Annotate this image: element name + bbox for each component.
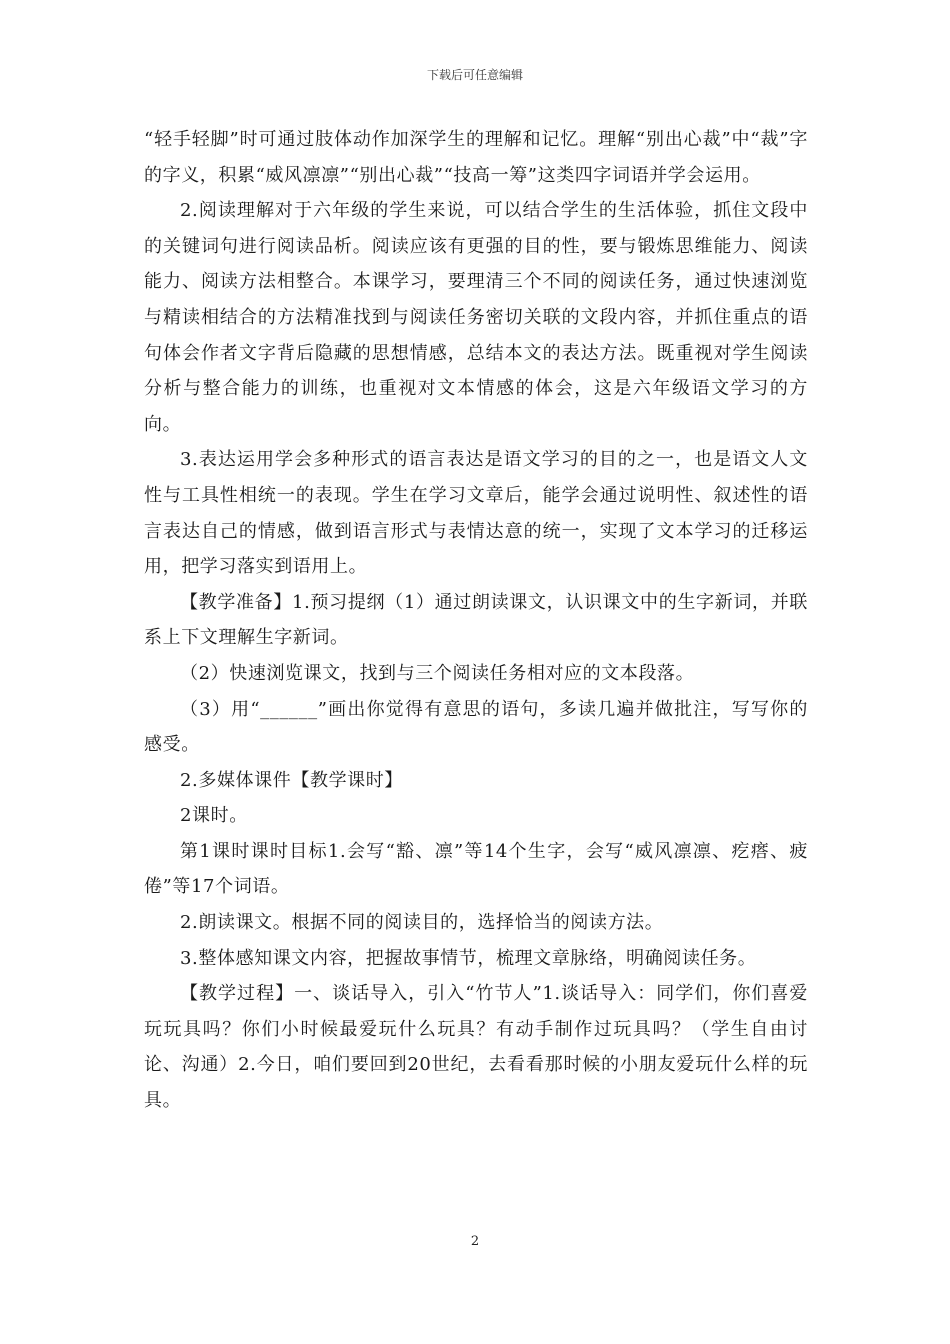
page-number: 2 xyxy=(470,1234,480,1249)
paragraph-class-hours: 2课时。 xyxy=(180,805,248,827)
paragraph-prep-3: （3）用“______”画出你觉得有意思的语句，多读几遍并做批注，写写你的感受。 xyxy=(144,698,808,756)
paragraph-preparation: 【教学准备】1.预习提纲（1）通过朗读课文，认识课文中的生字新词，并联系上下文理解生字新词。 xyxy=(144,591,808,649)
paragraph-goal-1: 第1课时课时目标1.会写“豁、凛”等14个生字，会写“威风凛凛、疙瘩、疲倦”等17个词语。 xyxy=(144,840,808,898)
page-header: 下载后可任意编辑 xyxy=(426,68,523,82)
paragraph-multimedia: 2.多媒体课件【教学课时】 xyxy=(180,769,403,791)
paragraph-goal-2: 2.朗读课文。根据不同的阅读目的，选择恰当的阅读方法。 xyxy=(180,912,664,934)
paragraph-goal-3: 3.整体感知课文内容，把握故事情节，梳理文章脉络，明确阅读任务。 xyxy=(180,947,757,969)
paragraph-prep-2: （2）快速浏览课文，找到与三个阅读任务相对应的文本段落。 xyxy=(180,662,695,684)
paragraph-process: 【教学过程】一、谈话导入，引入“竹节人”1.谈话导入：同学们，你们喜爱玩玩具吗？你们小时候最爱玩什么玩具？有动手制作过玩具吗？（学生自由讨论、沟通）2.今日，咱们要回到20世纪，去看看那时候的小朋友爱玩什么样的玩具。 xyxy=(144,983,808,1112)
document-body xyxy=(144,122,808,1119)
paragraph-expression: 3.表达运用学会多种形式的语言表达是语文学习的目的之一，也是语文人文性与工具性相统一的表现。学生在学习文章后，能学会通过说明性、叙述性的语言表达自己的情感，做到语言形式与表情达意的统一，实现了文本学习的迁移运用，把学习落实到语用上。 xyxy=(144,449,808,578)
paragraph-reading: 2.阅读理解对于六年级的学生来说，可以结合学生的生活体验，抓住文段中的关键词句进行阅读品析。阅读应该有更强的目的性，要与锻炼思维能力、阅读能力、阅读方法相整合。本课学习，要理清三个不同的阅读任务，通过快速浏览与精读相结合的方法精准找到与阅读任务密切关联的文段内容，并抓住重点的语句体会作者文字背后隐藏的思想情感，总结本文的表达方法。既重视对学生阅读分析与整合能力的训练，也重视对文本情感的体会，这是六年级语文学习的方向。 xyxy=(144,200,808,435)
paragraph-1: “轻手轻脚”时可通过肢体动作加深学生的理解和记忆。理解“别出心裁”中“裁”字的字义，积累“威风凛凛”“别出心裁”“技高一筹”这类四字词语并学会运用。 xyxy=(144,129,808,186)
